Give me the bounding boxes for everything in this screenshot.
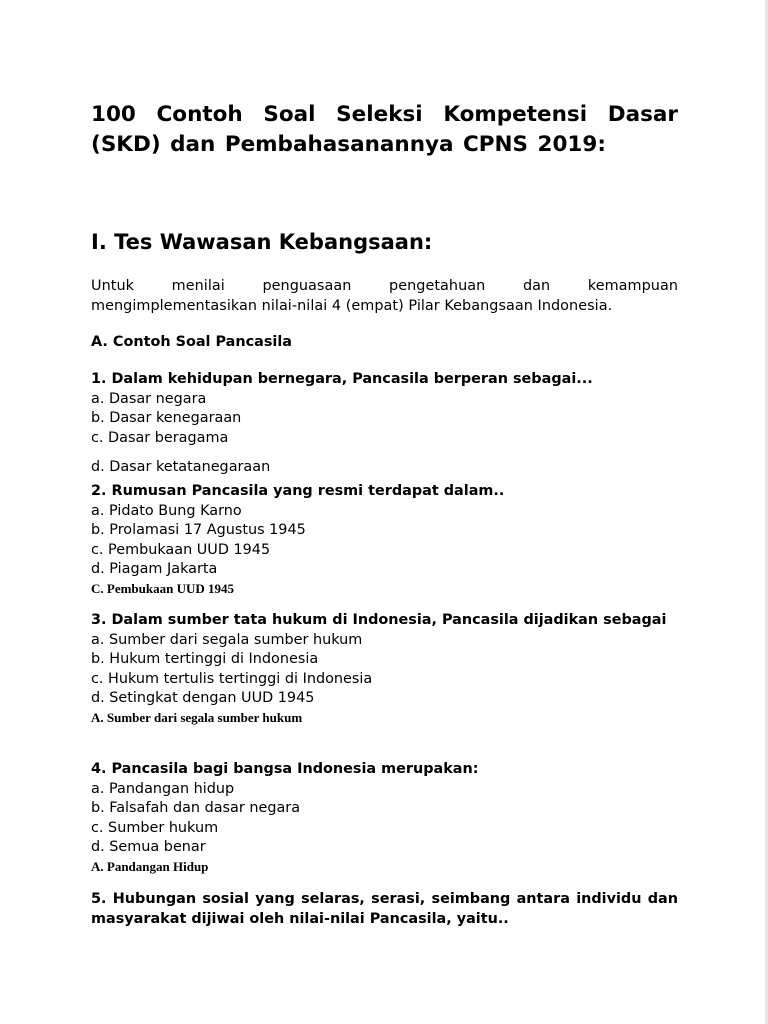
- question-block-2: [91, 482, 678, 597]
- section-heading: I. Tes Wawasan Kebangsaan:: [91, 230, 433, 254]
- question-block-5: [91, 890, 678, 929]
- answer-option: d. Piagam Jakarta: [91, 561, 218, 577]
- answer-option: a. Sumber dari segala sumber hukum: [91, 631, 363, 648]
- correct-answer: A. Sumber dari segala sumber hukum: [91, 709, 303, 725]
- question-text: 2. Rumusan Pancasila yang resmi terdapat dalam..: [91, 483, 505, 499]
- document-title: 100 Contoh Soal Seleksi Kompetensi Dasar (SKD) dan Pembahasanannya CPNS 2019:: [91, 102, 678, 157]
- correct-answer: C. Pembukaan UUD 1945: [91, 580, 235, 596]
- answer-option: b. Falsafah dan dasar negara: [91, 800, 301, 816]
- answer-option: c. Dasar beragama: [91, 429, 229, 446]
- answer-option: c. Sumber hukum: [91, 819, 219, 836]
- answer-option: d. Dasar ketatanegaraan: [91, 459, 271, 475]
- answer-option: a. Dasar negara: [91, 390, 207, 407]
- answer-option: d. Setingkat dengan UUD 1945: [91, 690, 315, 706]
- answer-option: d. Semua benar: [91, 839, 206, 855]
- answer-option: b. Dasar kenegaraan: [91, 410, 242, 426]
- answer-option: c. Hukum tertulis tertinggi di Indonesia: [91, 670, 373, 687]
- correct-answer: A. Pandangan Hidup: [91, 858, 209, 874]
- question-block-3: [91, 611, 678, 726]
- answer-option: b. Prolamasi 17 Agustus 1945: [91, 522, 306, 538]
- answer-option: c. Pembukaan UUD 1945: [91, 541, 271, 558]
- question-block-4: [91, 760, 678, 875]
- intro-paragraph: Untuk menilai penguasaan pengetahuan dan kemampuan mengimplementasikan nilai-nilai 4 (empat) Pilar Kebangsaan Indonesia.: [91, 278, 678, 314]
- question-text: 3. Dalam sumber tata hukum di Indonesia, Pancasila dijadikan sebagai: [91, 612, 667, 628]
- question-text: 1. Dalam kehidupan bernegara, Pancasila berperan sebagai...: [91, 371, 593, 387]
- question-block-1: [91, 370, 678, 478]
- sub-heading: A. Contoh Soal Pancasila: [91, 334, 292, 350]
- question-text: 5. Hubungan sosial yang selaras, serasi, seimbang antara individu dan masyarakat dijiwai oleh nilai-nilai Pancasila, yaitu..: [91, 891, 678, 927]
- answer-option: a. Pidato Bung Karno: [91, 502, 242, 519]
- answer-option: b. Hukum tertinggi di Indonesia: [91, 651, 319, 667]
- answer-option: a. Pandangan hidup: [91, 780, 235, 797]
- question-text: 4. Pancasila bagi bangsa Indonesia merupakan:: [91, 761, 479, 777]
